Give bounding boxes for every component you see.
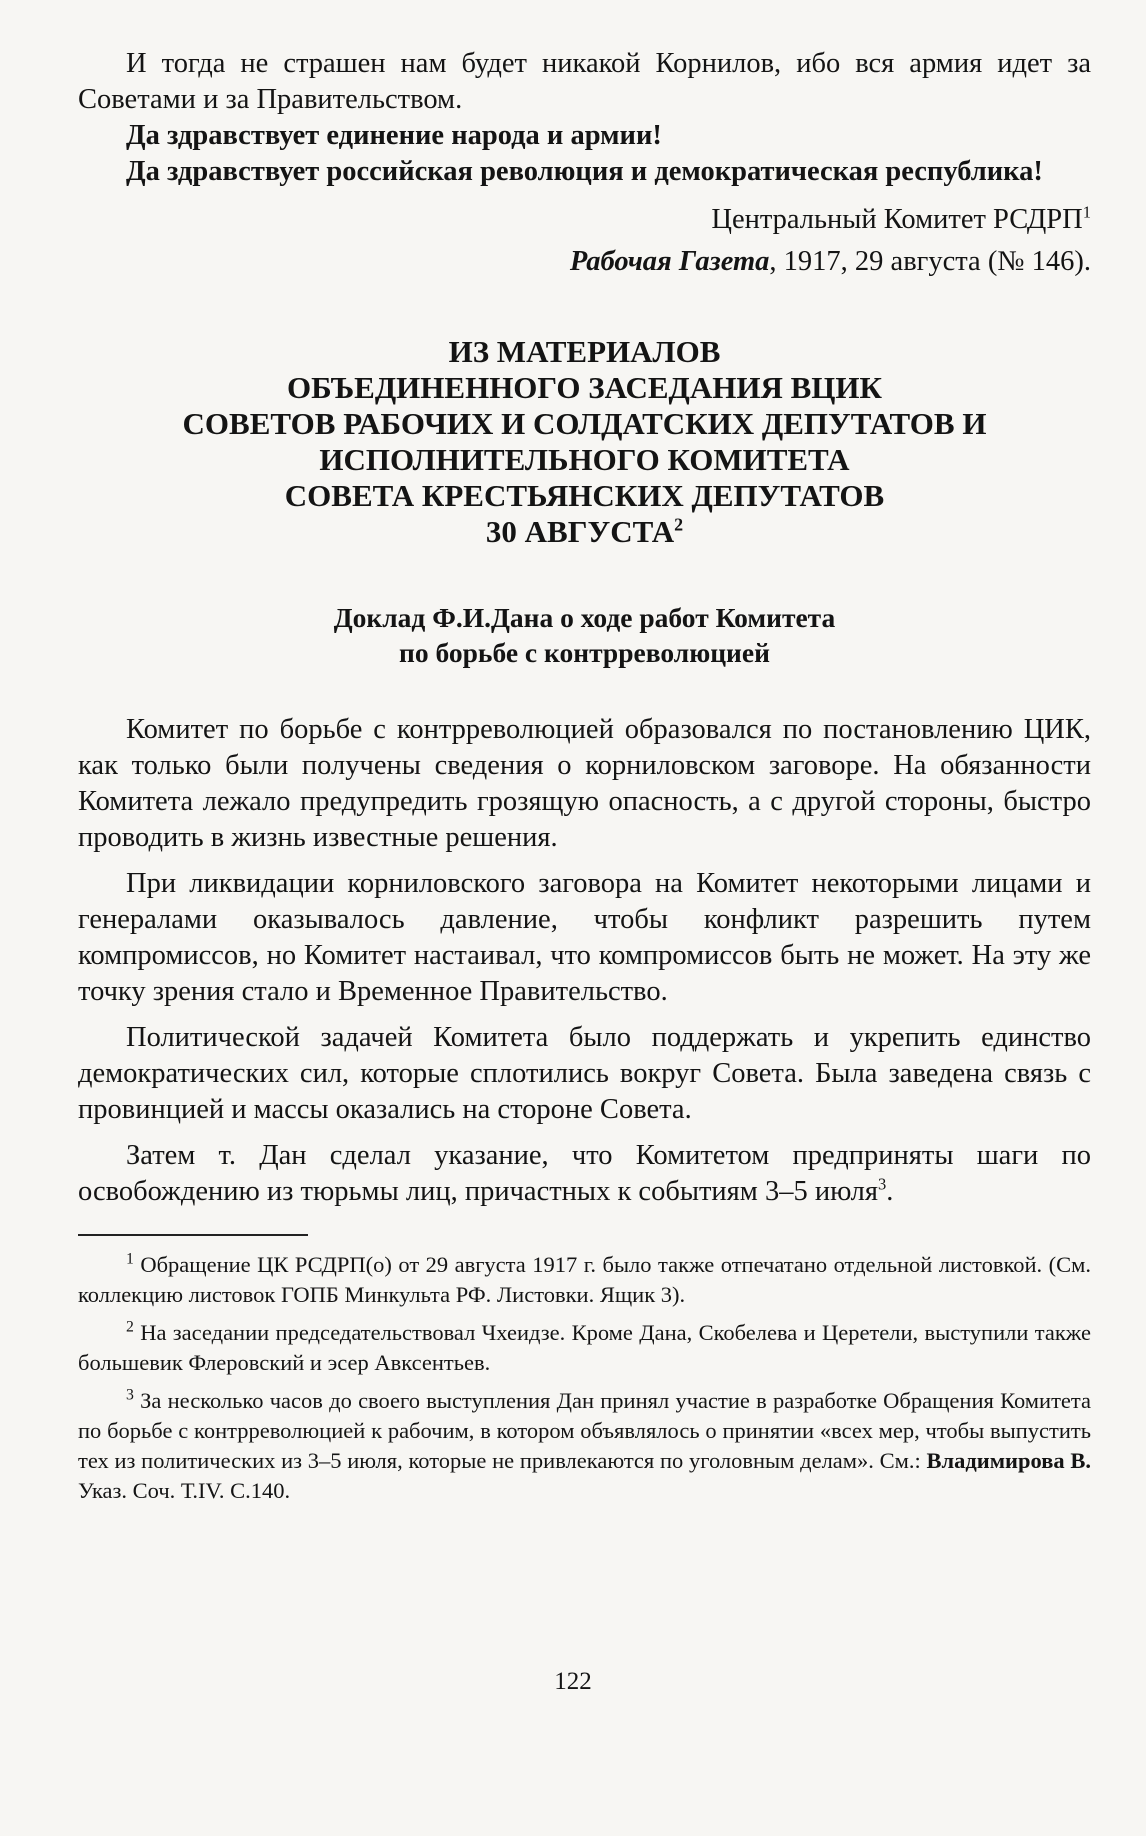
heading-date: 30 АВГУСТА xyxy=(485,514,675,549)
footnote xyxy=(78,1318,1091,1378)
report-title-line: Доклад Ф.И.Дана о ходе работ Комитета xyxy=(333,602,836,633)
source-details: , 1917, 29 августа (№ 146). xyxy=(769,246,1091,277)
report-paragraph-end: . xyxy=(886,1176,894,1207)
heading-line: ИСПОЛНИТЕЛЬНОГО КОМИТЕТА xyxy=(319,442,850,477)
footnote-text: Обращение ЦК РСДРП(о) от 29 августа 1917 г. было также отпечатано отдельной листовкой. (См. коллекцию листовок ГОПБ Минкульта РФ. Листовки. Ящик 3). xyxy=(78,1252,1091,1307)
report-paragraph: Комитет по борьбе с контрреволюцией образовался по постановлению ЦИК, как только были получены сведения о корниловском заговоре. На обязанности Комитета лежало предупредить грозящую опасность, а с другой стороны, быстро проводить в жизнь известные решения. xyxy=(78,714,1091,853)
source-citation xyxy=(78,244,1091,280)
page-number: 122 xyxy=(554,1668,592,1695)
footnote-author: Владимирова В. xyxy=(926,1448,1091,1473)
heading-line: ИЗ МАТЕРИАЛОВ xyxy=(448,334,721,369)
footnote-divider xyxy=(78,1234,308,1236)
report-title-line: по борьбе с контрреволюцией xyxy=(399,637,770,668)
report-paragraph-text: Затем т. Дан сделал указание, что Комитетом предприняты шаги по освобождению из тюрьмы лиц, причастных к событиям 3–5 июля xyxy=(78,1140,1091,1207)
footnote-ref-2: 2 xyxy=(674,514,684,535)
footnote-ref-1: 1 xyxy=(1082,202,1091,222)
slogan-revolution: Да здравствует российская революция и демократическая республика! xyxy=(126,156,1043,187)
heading-line: СОВЕТА КРЕСТЬЯНСКИХ ДЕПУТАТОВ xyxy=(284,478,885,513)
footnote xyxy=(78,1386,1091,1506)
report-paragraph: При ликвидации корниловского заговора на Комитет некоторыми лицами и генералами оказывалось давление, чтобы конфликт разрешить путем компромиссов, но Комитет настаивал, что компромиссов быть не может. На эту же точку зрения стало и Временное Правительство. xyxy=(78,868,1091,1007)
heading-line xyxy=(78,514,1091,550)
heading-line: СОВЕТОВ РАБОЧИХ И СОЛДАТСКИХ ДЕПУТАТОВ И xyxy=(182,406,987,441)
footnotes xyxy=(78,1250,1091,1506)
report-title xyxy=(78,600,1091,670)
signature-text: Центральный Комитет РСДРП xyxy=(711,204,1083,235)
footnote-text: Указ. Соч. Т.IV. С.140. xyxy=(78,1478,291,1503)
footnote-number: 1 xyxy=(126,1250,134,1268)
heading-line: ОБЪЕДИНЕННОГО ЗАСЕДАНИЯ ВЦИК xyxy=(287,370,882,405)
section-heading xyxy=(78,334,1091,550)
signature xyxy=(78,202,1091,238)
footnote xyxy=(78,1250,1091,1310)
report-paragraph: Политической задачей Комитета было поддержать и укрепить единство демократических сил, которые сплотились вокруг Совета. Была заведена связь с провинцией и массы оказались на стороне Совета. xyxy=(78,1022,1091,1125)
slogan-unity: Да здравствует единение народа и армии! xyxy=(126,120,662,151)
report-paragraph xyxy=(78,1138,1091,1210)
footnote-number: 3 xyxy=(126,1386,134,1404)
intro-paragraph: И тогда не страшен нам будет никакой Корнилов, ибо вся армия идет за Советами и за Правительством. xyxy=(78,48,1091,115)
footnote-text: За несколько часов до своего выступления Дан принял участие в разработке Обращения Комитета по борьбе с контрреволюцией к рабочим, в котором объявлялось о принятии «всех мер, чтобы выпустить тех из политических из 3–5 июля, которые не привлекаются по уголовным делам». См.: xyxy=(78,1388,1091,1473)
footnote-text: На заседании председательствовал Чхеидзе. Кроме Дана, Скобелева и Церетели, выступили также большевик Флеровский и эсер Авксентьев. xyxy=(78,1320,1091,1375)
report-body xyxy=(78,712,1091,1210)
footnote-ref-3: 3 xyxy=(878,1174,887,1194)
footnote-number: 2 xyxy=(126,1318,134,1336)
newspaper-title: Рабочая Газета xyxy=(569,246,770,277)
